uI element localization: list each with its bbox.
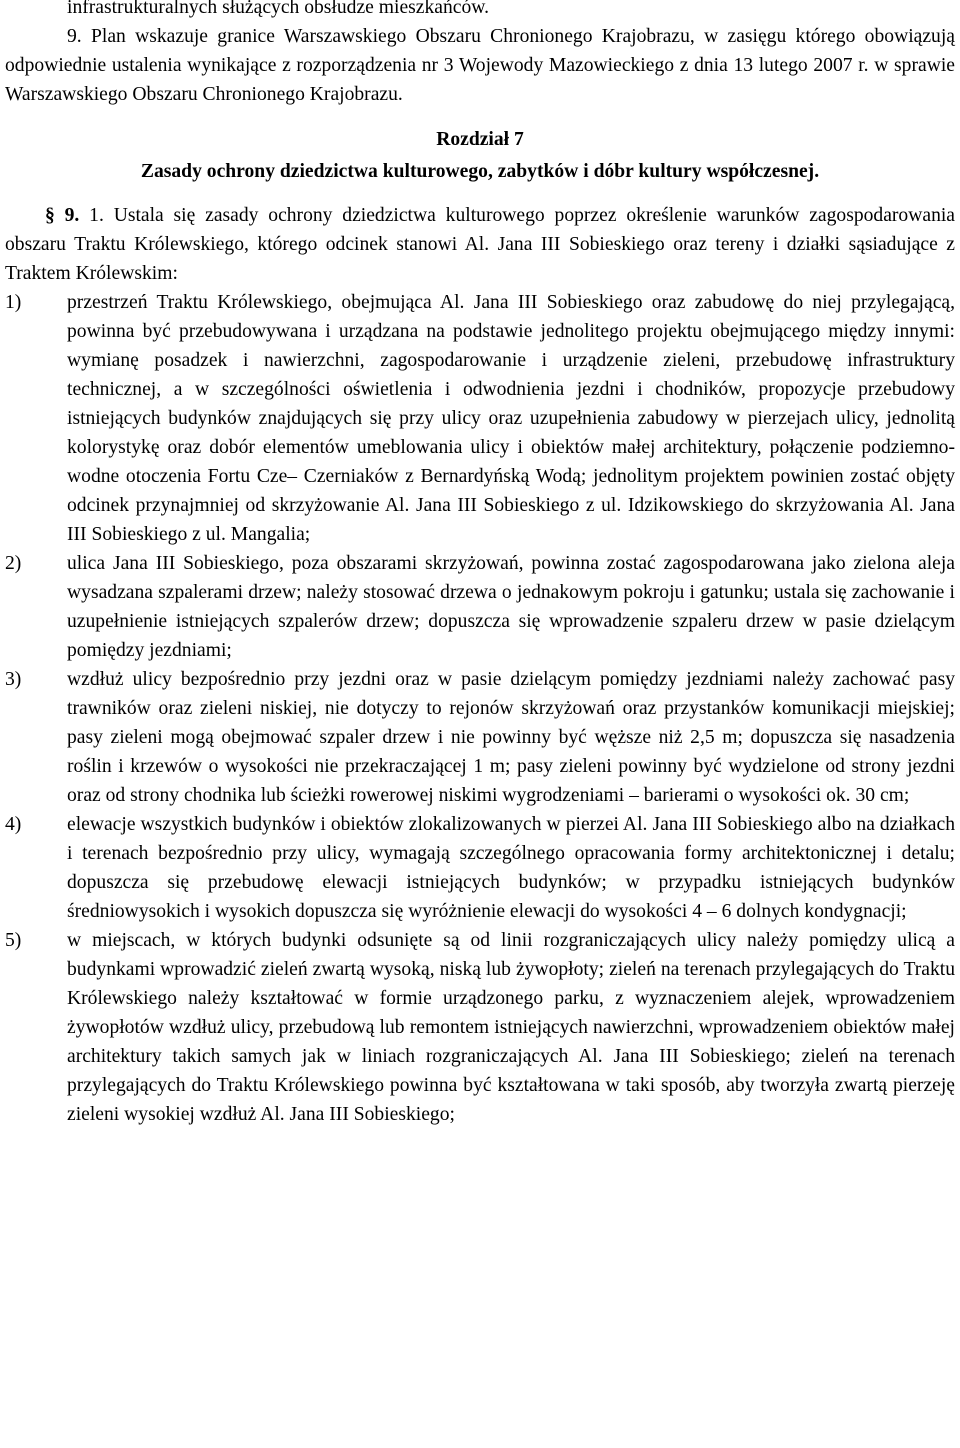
paragraph-9-marker: 9. bbox=[67, 26, 82, 47]
numbered-list bbox=[5, 288, 955, 1129]
list-item bbox=[5, 926, 955, 1129]
list-item bbox=[5, 665, 955, 810]
section-paragraph bbox=[5, 201, 955, 288]
chapter-title: Zasady ochrony dziedzictwa kulturowego, zabytków i dóbr kultury współczesnej. bbox=[140, 161, 820, 182]
list-item bbox=[5, 810, 955, 926]
continuation-line bbox=[5, 0, 955, 22]
list-item bbox=[5, 288, 955, 549]
list-item-number: 5) bbox=[5, 930, 22, 951]
section-symbol: § bbox=[45, 205, 55, 226]
list-item-number: 3) bbox=[5, 669, 22, 690]
list-item bbox=[5, 549, 955, 665]
paragraph-9 bbox=[5, 22, 955, 109]
list-item-text: ulica Jana III Sobieskiego, poza obszarami skrzyżowań, powinna zostać zagospodarowana jako zielona aleja wysadzana szpalerami drzew; należy stosować drzewa o jednakowym pokroju i gatunku; ustala się zachowanie i uzupełnienie istniejących szpalerów drzew; dopuszcza się wprowadzenie szpaleru drzew w pasie dzielącym pomiędzy jezdniami; bbox=[67, 553, 955, 661]
section-intro-text: Ustala się zasady ochrony dziedzictwa kulturowego poprzez określenie warunków zagospodarowania obszaru Traktu Królewskiego, którego odcinek stanowi Al. Jana III Sobieskiego oraz tereny i działki sąsiadujące z Traktem Królewskim: bbox=[5, 205, 956, 284]
list-item-number: 4) bbox=[5, 814, 22, 835]
list-item-number: 2) bbox=[5, 553, 22, 574]
document-page bbox=[5, 0, 955, 1129]
list-item-text: w miejscach, w których budynki odsunięte są od linii rozgraniczających ulicy należy pomiędzy ulicą a budynkami wprowadzić zieleń zwartą wysoką, niską lub żywopłoty; zieleń na terenach przylegających do Traktu Królewskiego należy kształtować w formie urządzonego parku, z wyznaczeniem alejek, wprowadzeniem żywopłotów wzdłuż ulicy, przebudową lub remontem istniejących nawierzchni, wprowadzeniem obiektów małej architektury takich samych jak w liniach rozgraniczających Al. Jana III Sobieskiego; zieleń na terenach przylegających do Traktu Królewskiego powinna być kształtowana w taki sposób, aby tworzyła zwartą pierzeję zieleni wysokiej wzdłuż Al. Jana III Sobieskiego; bbox=[67, 930, 955, 1125]
continuation-text: infrastrukturalnych służących obsłudze mieszkańców. bbox=[67, 0, 490, 18]
list-item-text: przestrzeń Traktu Królewskiego, obejmująca Al. Jana III Sobieskiego oraz zabudowę do niej przylegającą, powinna być przebudowywana i urządzana na podstawie jednolitego projektu obejmującego między innymi: wymianę posadzek i nawierzchni, zagospodarowanie i urządzenie zieleni, przebudowę infrastruktury technicznej, a w szczególności oświetlenia i odwodnienia jezdni i chodników, propozycje przebudowy istniejących budynków znajdujących się przy ulicy oraz uzupełnienia zabudowy w pierzejach ulicy, jednolitą kolorystykę oraz dobór elementów umeblowania ulicy i obiektów małej architektury, połączenie podziemno-wodne otoczenia Fortu Cze– Czerniaków z Bernardyńską Wodą; jednolitym projektem powinien zostać objęty odcinek przynajmniej od skrzyżowanie Al. Jana III Sobieskiego z ul. Idzikowskiego do skrzyżowania Al. Jana III Sobieskiego z ul. Mangalia; bbox=[67, 292, 955, 545]
list-item-number: 1) bbox=[5, 292, 22, 313]
list-item-text: wzdłuż ulicy bezpośrednio przy jezdni oraz w pasie dzielącym pomiędzy jezdniami należy zachować pasy trawników oraz zieleni niskiej, nie dotyczy to rejonów skrzyżowań oraz przystanków komunikacji miejskiej; pasy zieleni mogą obejmować szpaler drzew i nie powinny być węższe niż 2,5 m; dopuszcza się nasadzenia roślin i krzewów o wysokości nie przekraczającej 1 m; pasy zieleni powinny być wydzielone od strony jezdni oraz od strony chodnika lub ścieżki rowerowej niskimi wygrodzeniami – barierami o wysokości ok. 30 cm; bbox=[67, 669, 955, 806]
list-item-text: elewacje wszystkich budynków i obiektów zlokalizowanych w pierzei Al. Jana III Sobieskiego albo na działkach i terenach bezpośrednio przy ulicy, wymagają szczególnego opracowania formy architektonicznej i detalu; dopuszcza się przebudowę elewacji istniejących budynków; w przypadku istniejących budynków średniowysokich i wysokich dopuszcza się wyróżnienie elewacji do wysokości 4 – 6 dolnych kondygnacji; bbox=[67, 814, 955, 922]
chapter-number: Rozdział 7 bbox=[436, 129, 524, 150]
section-para-marker: 1. bbox=[89, 205, 104, 226]
section-number: 9. bbox=[64, 205, 80, 226]
paragraph-9-text: Plan wskazuje granice Warszawskiego Obszaru Chronionego Krajobrazu, w zasięgu którego obowiązują odpowiednie ustalenia wynikające z rozporządzenia nr 3 Wojewody Mazowieckiego z dnia 13 lutego 2007 r. w sprawie Warszawskiego Obszaru Chronionego Krajobrazu. bbox=[5, 26, 955, 105]
